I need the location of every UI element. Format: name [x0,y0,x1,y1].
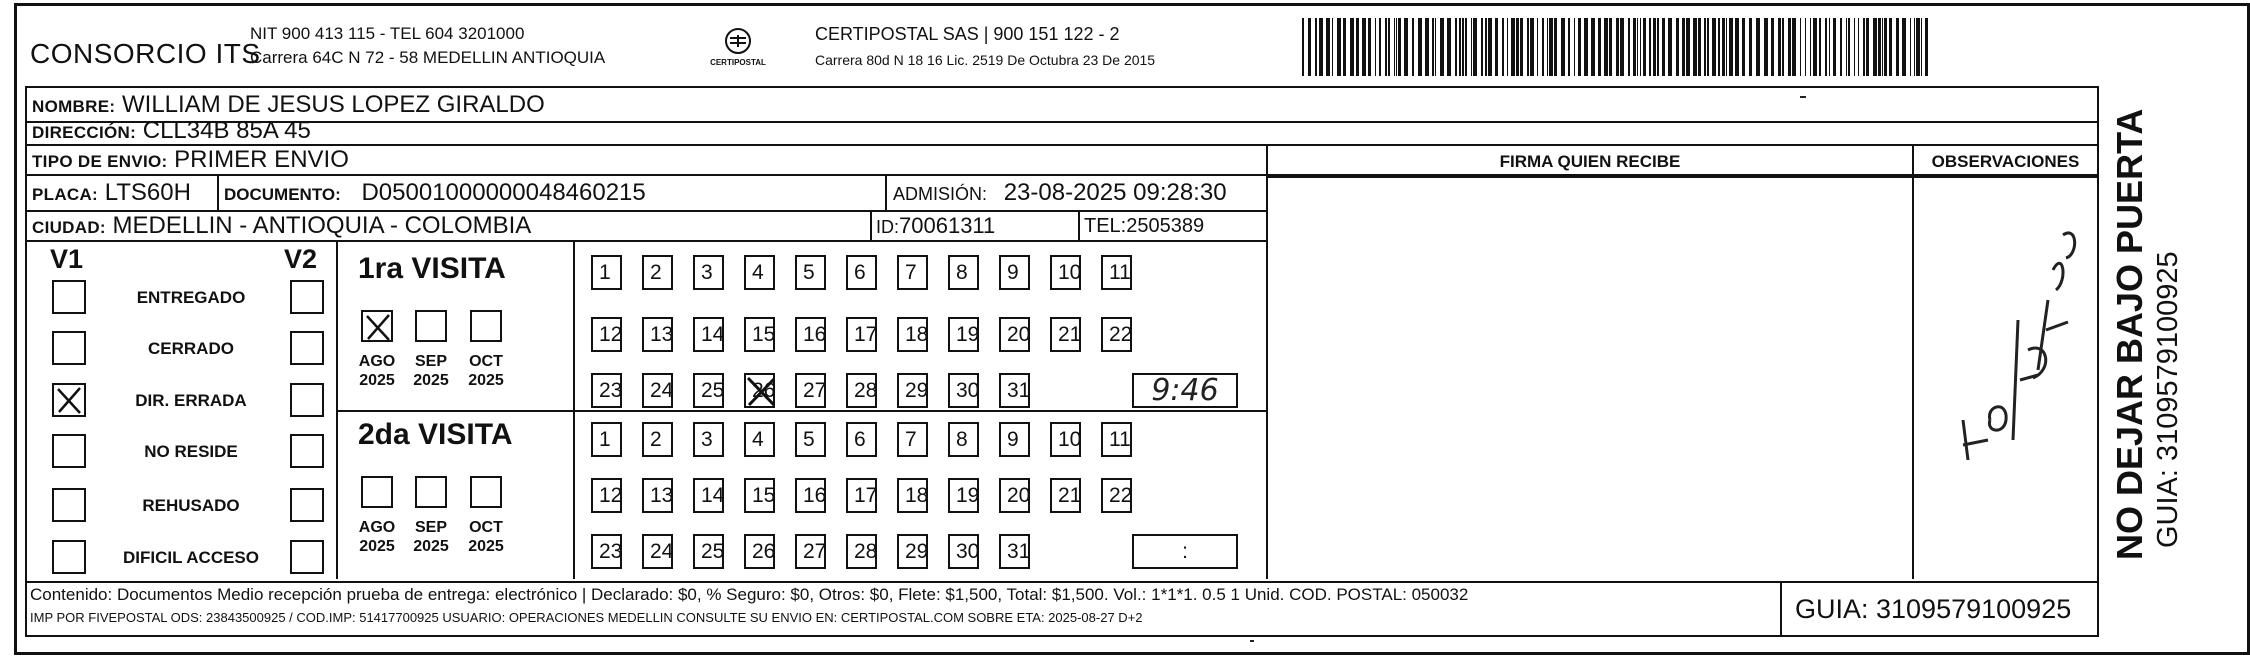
day-box-first-12[interactable] [591,317,622,352]
day-number: 8 [956,261,968,284]
day-box-first-18[interactable] [897,317,928,352]
day-number: 8 [956,428,968,451]
day-box-second-16[interactable] [795,478,826,513]
day-box-first-29[interactable] [897,373,928,408]
day-number: 31 [1007,379,1031,402]
v2-checkbox-no-reside[interactable] [290,434,324,468]
month-name: OCT [469,353,503,370]
stray-mark [1800,96,1806,100]
month-label-second-oct [458,518,514,556]
day-number: 19 [956,484,980,507]
v1-checkbox-no-reside[interactable] [52,434,86,468]
day-number: 24 [650,379,674,402]
day-number: 17 [854,323,878,346]
barcode [1300,18,1935,76]
v1-checkbox-dir-errada[interactable] [52,383,86,417]
tel-cell [1084,212,1204,240]
side-warning [2110,80,2186,560]
day-box-first-5[interactable] [795,255,826,290]
day-box-second-28[interactable] [846,534,877,569]
firma-left-border [1266,146,1268,579]
v2-checkbox-entregado[interactable] [290,280,324,314]
day-number: 6 [854,261,866,284]
day-box-second-29[interactable] [897,534,928,569]
month-checkbox-first-ago[interactable] [361,310,393,342]
day-number: 13 [650,323,674,346]
time-box-first[interactable] [1132,373,1238,408]
footer-contenido: Contenido: Documentos Medio recepción prueba de entrega: electrónico | Declarado: $0, % Seguro: $0, Otros: $0, Flete: $1,500, Total: $1,500. Vol.: 1*1*1. 0.5 1 Unid. COD. POSTAL: 050032 [30,585,1469,604]
day-box-first-19[interactable] [948,317,979,352]
day-number: 5 [803,261,815,284]
v2-checkbox-dir-errada[interactable] [290,383,324,417]
placa-value: LTS60H [104,179,191,206]
day-number: 30 [956,540,980,563]
day-box-first-7[interactable] [897,255,928,290]
day-box-second-1[interactable] [591,422,622,457]
v2-label: V2 [284,244,318,274]
id-value: 70061311 [899,213,996,238]
logo-text: CERTIPOSTAL [710,58,766,67]
day-box-second-9[interactable] [999,422,1030,457]
day-box-second-6[interactable] [846,422,877,457]
day-number: 12 [599,484,623,507]
placa-label: PLACA: [32,185,99,204]
day-box-second-26[interactable] [744,534,775,569]
day-box-second-13[interactable] [642,478,673,513]
status-option-no-reside: NO RESIDE [144,442,238,461]
day-box-second-22[interactable] [1101,478,1132,513]
admision-divider [885,176,887,212]
stray-dot [1250,640,1254,642]
day-box-first-17[interactable] [846,317,877,352]
direccion-row [27,117,2097,146]
tipo-label: TIPO DE ENVIO: [32,152,168,171]
second-visit-title: 2da VISITA [358,418,513,451]
direccion-label: DIRECCIÓN: [32,123,137,142]
day-box-first-6[interactable] [846,255,877,290]
day-box-first-20[interactable] [999,317,1030,352]
side-warning-line2: GUIA: 3109579100925 [2152,251,2184,548]
month-checkbox-second-oct[interactable] [470,476,502,508]
day-box-second-31[interactable] [999,534,1030,569]
day-box-second-23[interactable] [591,534,622,569]
day-box-second-30[interactable] [948,534,979,569]
day-number: 27 [803,379,827,402]
day-box-second-24[interactable] [642,534,673,569]
admision-cell [893,176,1227,212]
day-number: 18 [905,484,929,507]
month-name: SEP [414,353,447,370]
day-box-first-23[interactable] [591,373,622,408]
v2-checkbox-rehusado[interactable] [290,488,324,522]
month-year: 2025 [359,538,395,555]
month-label-second-sep [403,518,459,556]
day-number: 31 [1007,540,1031,563]
day-box-first-16[interactable] [795,317,826,352]
day-number: 29 [905,540,929,563]
day-box-first-26[interactable] [744,373,775,408]
day-box-first-11[interactable] [1101,255,1132,290]
day-box-second-7[interactable] [897,422,928,457]
documento-cell [224,176,646,212]
day-number: 20 [1007,484,1031,507]
tel-divider [1078,212,1080,242]
footer-imp: IMP POR FIVEPOSTAL ODS: 23843500925 / COD.IMP: 51417700925 USUARIO: OPERACIONES MEDELLIN CONSULTE SU ENVIO EN: CERTIPOSTAL.COM SOBRE ETA: 2025-08-27 D+2 [30,610,1143,625]
month-name: OCT [469,519,503,536]
tel-label: TEL: [1084,215,1127,237]
firma-label: FIRMA QUIEN RECIBE [1499,152,1681,171]
day-number: 20 [1007,323,1031,346]
day-number: 7 [905,261,917,284]
v2-checkbox-cerrado[interactable] [290,331,324,365]
day-number: 26 [752,540,776,563]
admision-value: 23-08-2025 09:28:30 [1003,179,1227,206]
day-box-second-20[interactable] [999,478,1030,513]
day-number: 16 [803,323,827,346]
nombre-label: NOMBRE: [32,97,116,116]
observaciones-label: OBSERVACIONES [1931,152,2080,171]
day-number: 11 [1109,261,1131,284]
day-box-first-8[interactable] [948,255,979,290]
day-number: 6 [854,428,866,451]
day-box-first-14[interactable] [693,317,724,352]
month-checkbox-second-ago[interactable] [361,476,393,508]
day-box-first-4[interactable] [744,255,775,290]
day-box-second-5[interactable] [795,422,826,457]
day-box-first-2[interactable] [642,255,673,290]
day-box-first-31[interactable] [999,373,1030,408]
v1-label: V1 [50,244,84,274]
day-box-second-8[interactable] [948,422,979,457]
tipo-value: PRIMER ENVIO [174,146,349,173]
ciudad-label: CIUDAD: [32,218,106,237]
month-year: 2025 [413,538,449,555]
day-number: 12 [599,323,623,346]
day-number: 16 [803,484,827,507]
day-box-second-10[interactable] [1050,422,1081,457]
month-year: 2025 [413,372,449,389]
company-address: Carrera 64C N 72 - 58 MEDELLIN ANTIOQUIA [250,48,606,67]
placa-divider [217,176,219,212]
day-number: 14 [701,323,725,346]
day-box-second-21[interactable] [1050,478,1081,513]
month-year: 2025 [468,538,504,555]
day-number: 9 [1007,428,1019,451]
day-number: 7 [905,428,917,451]
day-box-first-22[interactable] [1101,317,1132,352]
day-box-second-19[interactable] [948,478,979,513]
tel-value: 2505389 [1126,215,1205,237]
day-number: 10 [1058,428,1082,451]
day-number: 25 [701,379,725,402]
v1-checkbox-dificil-acceso[interactable] [52,540,86,574]
day-number: 3 [701,261,713,284]
admision-label: ADMISIÓN: [893,184,988,204]
month-year: 2025 [468,372,504,389]
obs-left-border [1912,146,1914,579]
day-number: 2 [650,261,662,284]
day-box-first-25[interactable] [693,373,724,408]
day-number: 23 [599,540,623,563]
month-label-first-oct [458,352,514,390]
day-box-second-3[interactable] [693,422,724,457]
day-box-first-13[interactable] [642,317,673,352]
month-label-second-ago [349,518,405,556]
day-number: 9 [1007,261,1019,284]
side-warning-line1: NO DEJAR BAJO PUERTA [2109,108,2150,560]
day-box-second-11[interactable] [1101,422,1132,457]
day-box-first-1[interactable] [591,255,622,290]
day-box-first-10[interactable] [1050,255,1081,290]
v1-checkbox-entregado[interactable] [52,280,86,314]
day-box-first-27[interactable] [795,373,826,408]
carrier-address: Carrera 80d N 18 16 Lic. 2519 De Octubra 23 De 2015 [815,52,1156,68]
day-box-second-15[interactable] [744,478,775,513]
company-name: CONSORCIO ITS [30,38,261,69]
observaciones-handwriting [1928,210,2088,490]
month-checkbox-first-oct[interactable] [470,310,502,342]
carrier-name: CERTIPOSTAL SAS | 900 151 122 - 2 [815,24,1120,44]
status-option-cerrado: CERRADO [148,339,234,358]
day-number: 24 [650,540,674,563]
day-number: 3 [701,428,713,451]
month-label-first-sep [403,352,459,390]
day-number: 27 [803,540,827,563]
month-checkbox-second-sep[interactable] [415,476,447,508]
day-number: 22 [1109,484,1133,507]
day-number: 28 [854,379,878,402]
day-number: 11 [1109,428,1131,451]
day-number: 29 [905,379,929,402]
second-visit-time: : [1182,540,1188,563]
day-box-second-18[interactable] [897,478,928,513]
month-label-first-ago [349,352,405,390]
day-number: 1 [599,261,611,284]
day-box-second-2[interactable] [642,422,673,457]
day-number: 21 [1058,323,1082,346]
day-number: 30 [956,379,980,402]
id-label: ID: [876,217,900,237]
day-number: 4 [752,261,764,284]
status-option-dificil-acceso: DIFICIL ACCESO [122,548,259,567]
day-number: 4 [752,428,764,451]
first-visit-title: 1ra VISITA [358,252,506,285]
day-number: 10 [1058,261,1082,284]
month-name: AGO [358,519,396,536]
day-box-second-17[interactable] [846,478,877,513]
day-number: 23 [599,379,623,402]
day-number: 15 [752,484,776,507]
v2-checkbox-dificil-acceso[interactable] [290,540,324,574]
visit-separator [336,410,1266,412]
firma-header-line [1266,176,2099,178]
day-box-first-9[interactable] [999,255,1030,290]
month-name: SEP [414,519,447,536]
day-box-first-3[interactable] [693,255,724,290]
day-number: 5 [803,428,815,451]
day-number: 22 [1109,323,1133,346]
status-option-entregado: ENTREGADO [136,288,246,307]
day-box-second-12[interactable] [591,478,622,513]
day-number: 26 [752,379,776,402]
v1-checkbox-rehusado[interactable] [52,488,86,522]
time-box-second[interactable] [1132,534,1238,569]
month-checkbox-first-sep[interactable] [415,310,447,342]
status-option-rehusado: REHUSADO [142,496,240,515]
day-box-second-4[interactable] [744,422,775,457]
documento-value: D05001000000048460215 [361,179,646,206]
first-visit-time: 9:46 [1151,373,1219,408]
ciudad-value: MEDELLIN - ANTIOQUIA - COLOMBIA [112,212,532,239]
footer-frame [25,581,2099,637]
day-number: 18 [905,323,929,346]
day-number: 21 [1058,484,1082,507]
day-box-second-27[interactable] [795,534,826,569]
day-number: 2 [650,428,662,451]
direccion-value: CLL34B 85A 45 [142,117,311,144]
month-name: AGO [358,353,396,370]
day-box-second-25[interactable] [693,534,724,569]
footer-guia: GUIA: 3109579100925 [1795,594,2072,624]
day-number: 25 [701,540,725,563]
day-box-first-24[interactable] [642,373,673,408]
day-number: 15 [752,323,776,346]
v1-checkbox-cerrado[interactable] [52,331,86,365]
company-nit: NIT 900 413 115 - TEL 604 3201000 [250,24,525,43]
ciudad-row [27,212,1267,242]
day-number: 17 [854,484,878,507]
day-number: 14 [701,484,725,507]
certipostal-logo [712,26,764,70]
month-year: 2025 [359,372,395,389]
id-divider [870,212,872,242]
nombre-value: WILLIAM DE JESUS LOPEZ GIRALDO [122,91,545,118]
id-cell [876,212,995,241]
day-box-first-28[interactable] [846,373,877,408]
day-box-second-14[interactable] [693,478,724,513]
day-box-first-21[interactable] [1050,317,1081,352]
status-option-dir-errada: DIR. ERRADA [135,391,247,410]
day-box-first-30[interactable] [948,373,979,408]
documento-label: DOCUMENTO: [224,185,341,204]
day-number: 1 [599,428,611,451]
day-number: 19 [956,323,980,346]
day-number: 28 [854,540,878,563]
day-number: 13 [650,484,674,507]
day-box-first-15[interactable] [744,317,775,352]
